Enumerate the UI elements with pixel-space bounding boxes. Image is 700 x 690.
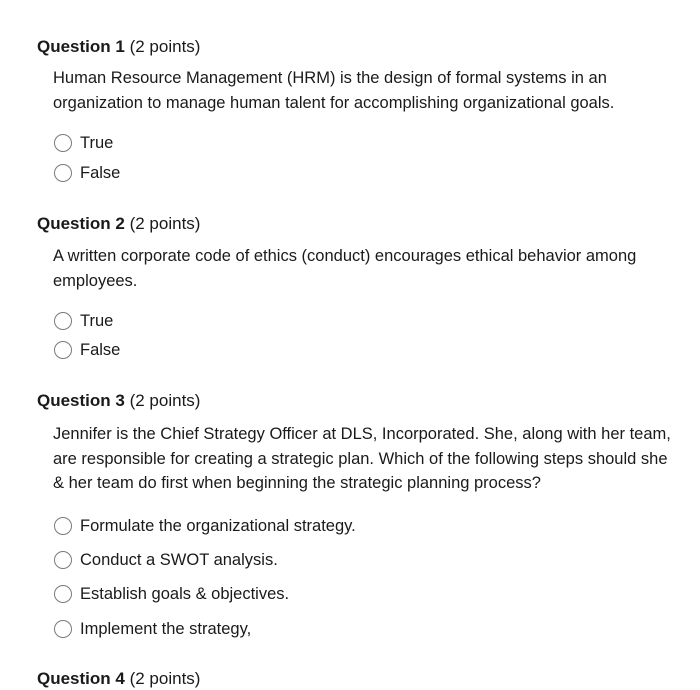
radio-button[interactable] (54, 517, 72, 535)
question-3-option-4[interactable] (54, 617, 251, 641)
radio-button[interactable] (54, 585, 72, 603)
question-3-header (37, 390, 677, 412)
question-3-points: (2 points) (129, 391, 201, 410)
question-2-number: Question 2 (37, 214, 125, 233)
radio-button[interactable] (54, 620, 72, 638)
option-label: False (80, 341, 121, 359)
question-2-header (37, 213, 677, 235)
option-label: Implement the strategy, (80, 620, 252, 638)
option-label: True (80, 312, 114, 330)
question-1-text: Human Resource Management (HRM) is the design of formal systems in an organization to manage human talent for accomplishing organizational goals. (53, 69, 615, 112)
question-3-option-3[interactable] (54, 582, 289, 606)
option-label: False (80, 164, 121, 182)
option-label: True (80, 134, 114, 152)
question-3-number: Question 3 (37, 391, 125, 410)
question-4-number: Question 4 (37, 669, 125, 688)
question-1-option-false[interactable] (54, 161, 120, 185)
question-2-option-false[interactable] (54, 338, 120, 362)
question-1 (37, 36, 677, 182)
question-3-option-1[interactable] (54, 514, 356, 538)
question-1-option-true[interactable] (54, 131, 113, 155)
question-2-option-true[interactable] (54, 309, 113, 333)
question-1-header (37, 36, 677, 58)
radio-button[interactable] (54, 134, 72, 152)
question-4-points: (2 points) (129, 669, 201, 688)
question-2-text: A written corporate code of ethics (conduct) encourages ethical behavior among employees. (53, 247, 637, 290)
radio-button[interactable] (54, 341, 72, 359)
option-label: Conduct a SWOT analysis. (80, 551, 278, 569)
question-3-option-2[interactable] (54, 548, 278, 572)
option-label: Establish goals & objectives. (80, 585, 290, 603)
question-2-points: (2 points) (129, 214, 201, 233)
question-4-header (37, 668, 200, 690)
radio-button[interactable] (54, 551, 72, 569)
question-3-text: Jennifer is the Chief Strategy Officer at DLS, Incorporated. She, along with her team, are responsible for creating a strategic plan. Which of the following steps should she & her team do first when beginning the strategic planning process? (53, 425, 671, 492)
radio-button[interactable] (54, 312, 72, 330)
question-1-points: (2 points) (129, 37, 201, 56)
question-3 (37, 390, 677, 638)
option-label: Formulate the organizational strategy. (80, 517, 356, 535)
question-1-number: Question 1 (37, 37, 125, 56)
radio-button[interactable] (54, 164, 72, 182)
question-2 (37, 213, 677, 359)
